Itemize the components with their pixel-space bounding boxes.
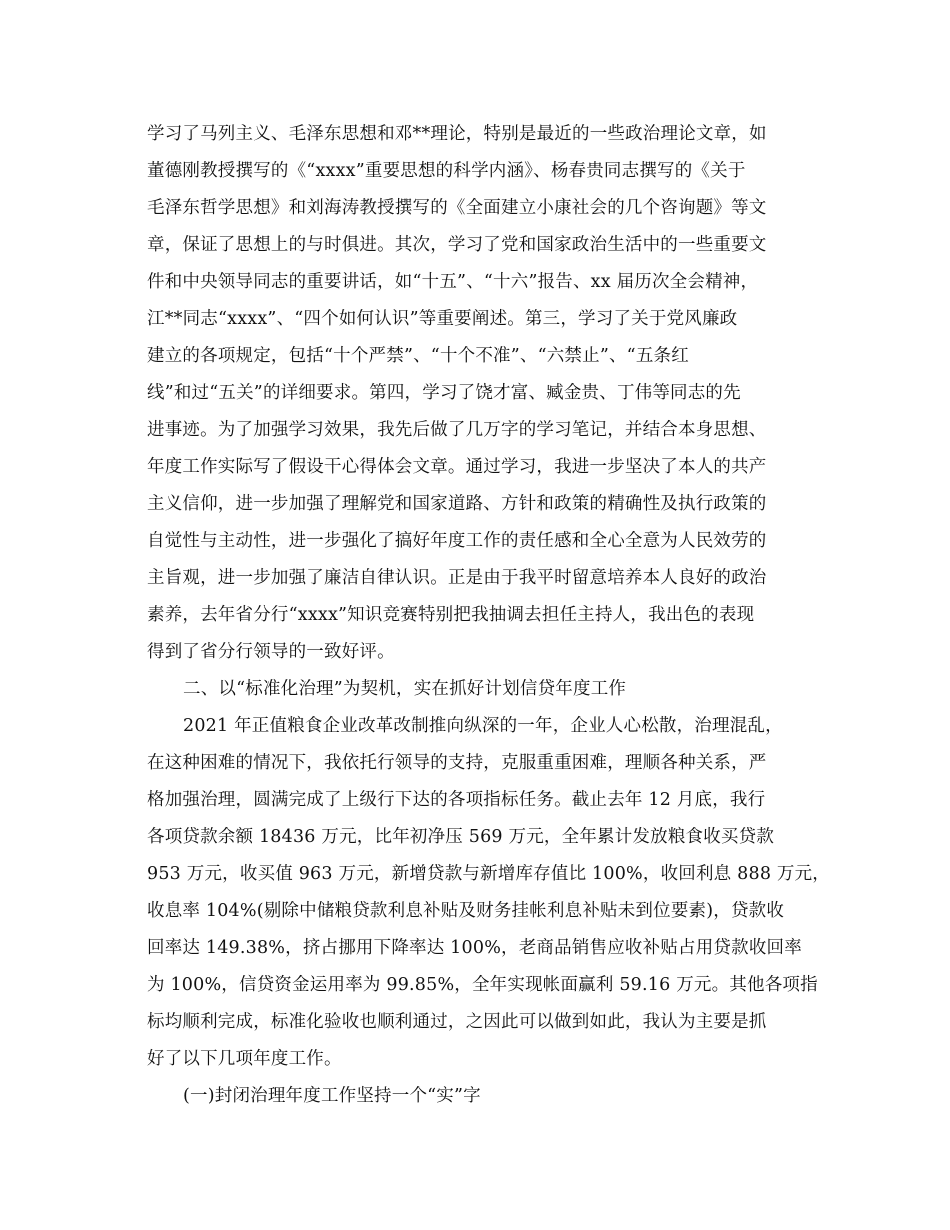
text-line: 标均顺利完成，标准化验收也顺利通过，之因此可以做到如此，我认为主要是抓: [147, 1012, 767, 1032]
text-line: 主义信仰，进一步加强了理解党和国家道路、方针和政策的精确性及执行政策的: [147, 494, 767, 514]
document-body: [147, 116, 831, 1115]
text-line: 回率达 149.38%，挤占挪用下降率达 100%，老商品销售应收补贴占用贷款收回率: [147, 938, 802, 958]
text-line: 章，保证了思想上的与时俱进。其次，学习了党和国家政治生活中的一些重要文: [147, 235, 767, 255]
text-line: 得到了省分行领导的一致好评。: [147, 642, 395, 662]
text-line: 格加强治理，圆满完成了上级行下达的各项指标任务。截止去年 12 月底，我行: [147, 790, 766, 810]
text-line: 2021 年正值粮食企业改革改制推向纵深的一年，企业人心松散，治理混乱，: [183, 716, 783, 736]
section-heading: 二、以“标准化治理”为契机，实在抓好计划信贷年度工作: [183, 679, 627, 699]
text-line: 为 100%，信贷资金运用率为 99.85%，全年实现帐面赢利 59.16 万元。其他各项指: [147, 975, 818, 995]
text-line: 毛泽东哲学思想》和刘海涛教授撰写的《全面建立小康社会的几个咨询题》等文: [147, 198, 767, 218]
text-line: 件和中央领导同志的重要讲话，如“十五”、“十六”报告、xx 届历次全会精神，: [147, 272, 759, 292]
text-line: 线”和过“五关”的详细要求。第四，学习了饶才富、臧金贵、丁伟等同志的先: [147, 383, 741, 403]
text-line: 建立的各项规定，包括“十个严禁”、“十个不准”、“六禁止”、“五条红: [147, 346, 689, 366]
text-line: 董德刚教授撰写的《“xxxx”重要思想的科学内涵》、杨春贵同志撰写的《关于: [147, 161, 746, 181]
text-line: 年度工作实际写了假设干心得体会文章。通过学习，我进一步坚决了本人的共产: [147, 457, 767, 477]
text-line: 江**同志“xxxx”、“四个如何认识”等重要阐述。第三，学习了关于党风廉政: [147, 309, 738, 329]
text-line: 收息率 104%(剔除中储粮贷款利息补贴及财务挂帐利息补贴未到位要素)，贷款收: [147, 901, 785, 921]
text-line: 学习了马列主义、毛泽东思想和邓**理论，特别是最近的一些政治理论文章，如: [147, 124, 767, 144]
subsection-heading: (一)封闭治理年度工作坚持一个“实”字: [183, 1086, 481, 1106]
text-line: 自觉性与主动性，进一步强化了搞好年度工作的责任感和全心全意为人民效劳的: [147, 531, 767, 551]
text-line: 进事迹。为了加强学习效果，我先后做了几万字的学习笔记，并结合本身思想、: [147, 420, 767, 440]
text-line: 素养，去年省分行“xxxx”知识竞赛特别把我抽调去担任主持人，我出色的表现: [147, 605, 755, 625]
text-line: 好了以下几项年度工作。: [147, 1049, 342, 1069]
text-line: 各项贷款余额 18436 万元，比年初净压 569 万元，全年累计发放粮食收买贷款: [147, 827, 775, 847]
text-line: 在这种困难的情况下，我依托行领导的支持，克服重重困难，理顺各种关系，严: [147, 753, 767, 773]
text-line: 主旨观，进一步加强了廉洁自律认识。正是由于我平时留意培养本人良好的政治: [147, 568, 767, 588]
text-line: 953 万元，收买值 963 万元，新增贷款与新增库存值比 100%，收回利息 888 万元，: [147, 864, 831, 884]
